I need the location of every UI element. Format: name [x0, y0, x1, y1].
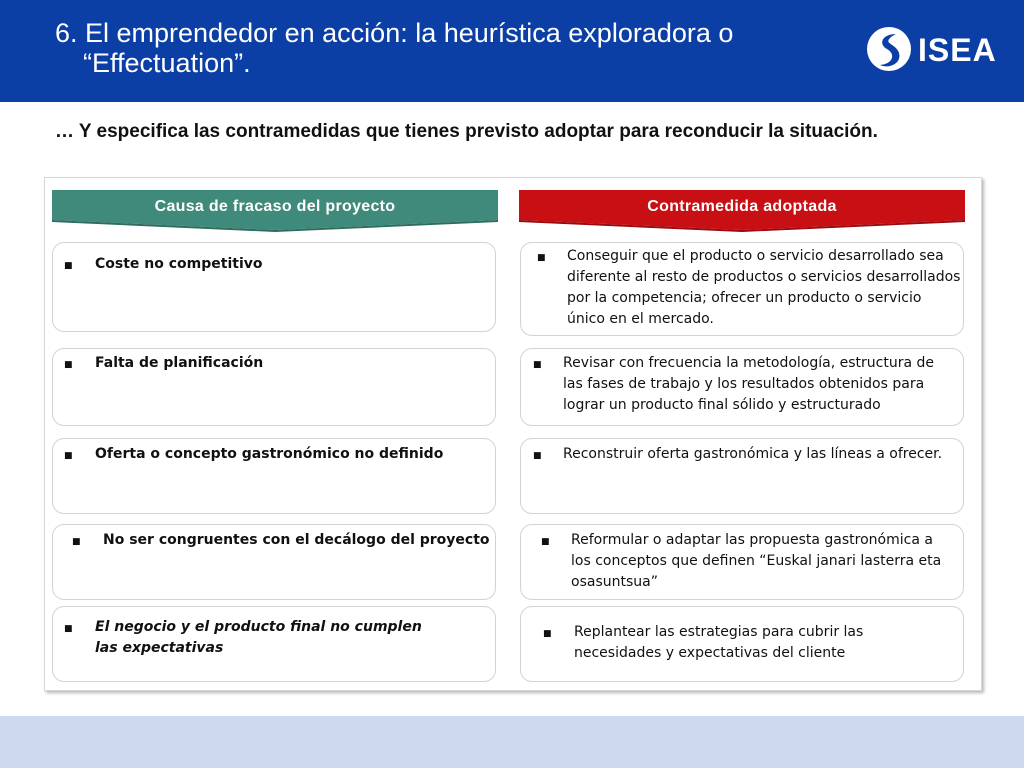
square-bullet-icon: ■: [64, 451, 73, 461]
cause-card-5: [52, 606, 496, 682]
square-bullet-icon: ■: [543, 629, 552, 639]
cause-card-4: [52, 524, 496, 600]
cause-card-3: [52, 438, 496, 514]
cause-text: No ser congruentes con el decálogo del proyecto: [103, 532, 490, 548]
slide-title-line1: 6. El emprendedor en acción: la heurística exploradora o: [55, 18, 734, 48]
measure-card-3: [520, 438, 964, 514]
square-bullet-icon: ■: [533, 360, 542, 370]
cause-text: Falta de planificación: [95, 355, 264, 371]
cause-text: Coste no competitivo: [95, 256, 263, 272]
measure-card-4: [520, 524, 964, 600]
measure-card-2: [520, 348, 964, 426]
isea-logo: [866, 26, 997, 78]
measure-text: Reformular o adaptar las propuesta gastronómica a los conceptos que definen “Euskal janari lasterra eta osasuntsua”: [571, 532, 942, 590]
square-bullet-icon: ■: [64, 360, 73, 370]
measure-card-1: [520, 242, 964, 336]
measure-text: Revisar con frecuencia la metodología, estructura de las fases de trabajo y los resultados obtenidos para lograr un producto final sólido y estructurado: [563, 355, 934, 413]
square-bullet-icon: ■: [537, 253, 546, 263]
cause-text: El negocio y el producto final no cumplen las expectativas: [95, 619, 422, 656]
cause-card-2: [52, 348, 496, 426]
logo-text: ISEA: [918, 32, 997, 68]
cause-card-1: [52, 242, 496, 332]
header-bar: [0, 0, 1024, 102]
cause-column-header: [52, 190, 498, 232]
cause-header-label: Causa de fracaso del proyecto: [154, 198, 396, 215]
square-bullet-icon: ■: [541, 537, 550, 547]
measure-text: Replantear las estrategias para cubrir las necesidades y expectativas del cliente: [574, 624, 864, 661]
measure-header-label: Contramedida adoptada: [647, 198, 837, 215]
square-bullet-icon: ■: [64, 261, 73, 271]
slide-subtitle: … Y especifica las contramedidas que tienes previsto adoptar para reconducir la situación.: [55, 121, 878, 142]
measure-column-header: [519, 190, 965, 232]
cause-text: Oferta o concepto gastronómico no definido: [95, 446, 444, 462]
isea-logo-icon: [866, 26, 912, 72]
square-bullet-icon: ■: [533, 451, 542, 461]
measure-text: Conseguir que el producto o servicio desarrollado sea diferente al resto de productos o servicios desarrollados por la competencia; ofrecer un producto o servicio único en el mercado.: [567, 248, 961, 327]
square-bullet-icon: ■: [64, 624, 73, 634]
footer-band: [0, 716, 1024, 768]
square-bullet-icon: ■: [72, 537, 81, 547]
slide-title-line2: “Effectuation”.: [83, 48, 251, 78]
measure-card-5: [520, 606, 964, 682]
slide-title: [55, 18, 855, 78]
measure-text: Reconstruir oferta gastronómica y las líneas a ofrecer.: [563, 446, 943, 462]
